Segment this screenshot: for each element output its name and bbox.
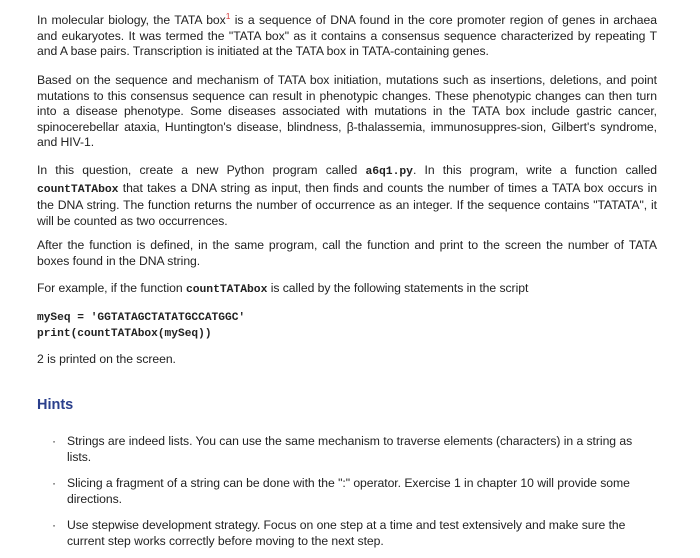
function-name-code: countTATAbox	[37, 183, 119, 196]
code-line-assignment: mySeq = 'GGTATAGCTATATGCCATGGC'	[37, 312, 246, 324]
paragraph-text: . In this program, write a function called	[412, 163, 657, 177]
list-item	[52, 476, 658, 507]
result-text	[37, 352, 657, 368]
paragraph-example	[37, 281, 657, 299]
paragraph-text: In molecular biology, the TATA box	[37, 13, 226, 27]
hints-heading: Hints	[37, 397, 74, 413]
hint-text: Use stepwise development strategy. Focus on one step at a time and test extensively and make sure the current step works correctly before moving to the next step.	[67, 518, 626, 548]
paragraph-task	[37, 163, 657, 229]
list-item	[52, 434, 658, 465]
hint-text: Slicing a fragment of a string can be done with the ":" operator. Exercise 1 in chapter 10 will provide some directions.	[67, 476, 630, 506]
bullet-icon: ·	[52, 518, 57, 533]
code-example	[37, 310, 245, 342]
hints-list	[52, 434, 658, 558]
paragraph-text: 2 is printed on the screen.	[37, 352, 176, 366]
cropped-heading-remnant	[36, 0, 336, 2]
code-line-print: print(countTATAbox(mySeq))	[37, 328, 212, 340]
bullet-icon: ·	[52, 476, 57, 491]
paragraph-text: For example, if the function	[37, 281, 186, 295]
function-name-code: countTATAbox	[185, 284, 268, 296]
paragraph-text: is a sequence of DNA found in the core promoter region of genes in archaea and eukaryotes. It was termed the "TATA box" as it contains a consensus sequence characterized by repeating T and A base pairs. Transcription is initiated at the TATA box in TATA-containing genes.	[37, 13, 657, 59]
paragraph-text: Based on the sequence and mechanism of TATA box initiation, mutations such as insertions, deletions, and point mutations to this consensus sequence can result in phenotypic changes. These phenotypic changes can then turn into a disease phenotype. Some diseases associated with mutations in the TATA box include gastric cancer, spinocerebellar ataxia, Huntington's disease, blindness, β-thalassemia, immunosuppres-sion, Gilbert's syndrome, and HIV-1.	[37, 73, 657, 150]
paragraph-mutations	[37, 73, 657, 151]
hint-text: Strings are indeed lists. You can use the same mechanism to traverse elements (characters) in a string as lists.	[67, 434, 633, 464]
paragraph-text: After the function is defined, in the same program, call the function and print to the screen the number of TATA boxes found in the DNA string.	[37, 238, 657, 268]
paragraph-text: In this question, create a new Python program called	[37, 163, 366, 177]
bullet-icon: ·	[52, 434, 57, 448]
paragraph-text: that takes a DNA string as input, then finds and counts the number of times a TATA box occurs in the DNA string. The function returns the number of occurrence as an integer. If the sequence contains "TATATA", it will be counted as two occurrences.	[37, 180, 657, 228]
paragraph-print-instruction	[37, 238, 657, 269]
list-item	[52, 518, 658, 549]
paragraph-tata-intro	[37, 13, 657, 60]
footnote-reference[interactable]: 1	[225, 11, 231, 21]
filename-code: a6q1.py	[365, 166, 413, 178]
paragraph-text: is called by the following statements in the script	[267, 281, 529, 295]
